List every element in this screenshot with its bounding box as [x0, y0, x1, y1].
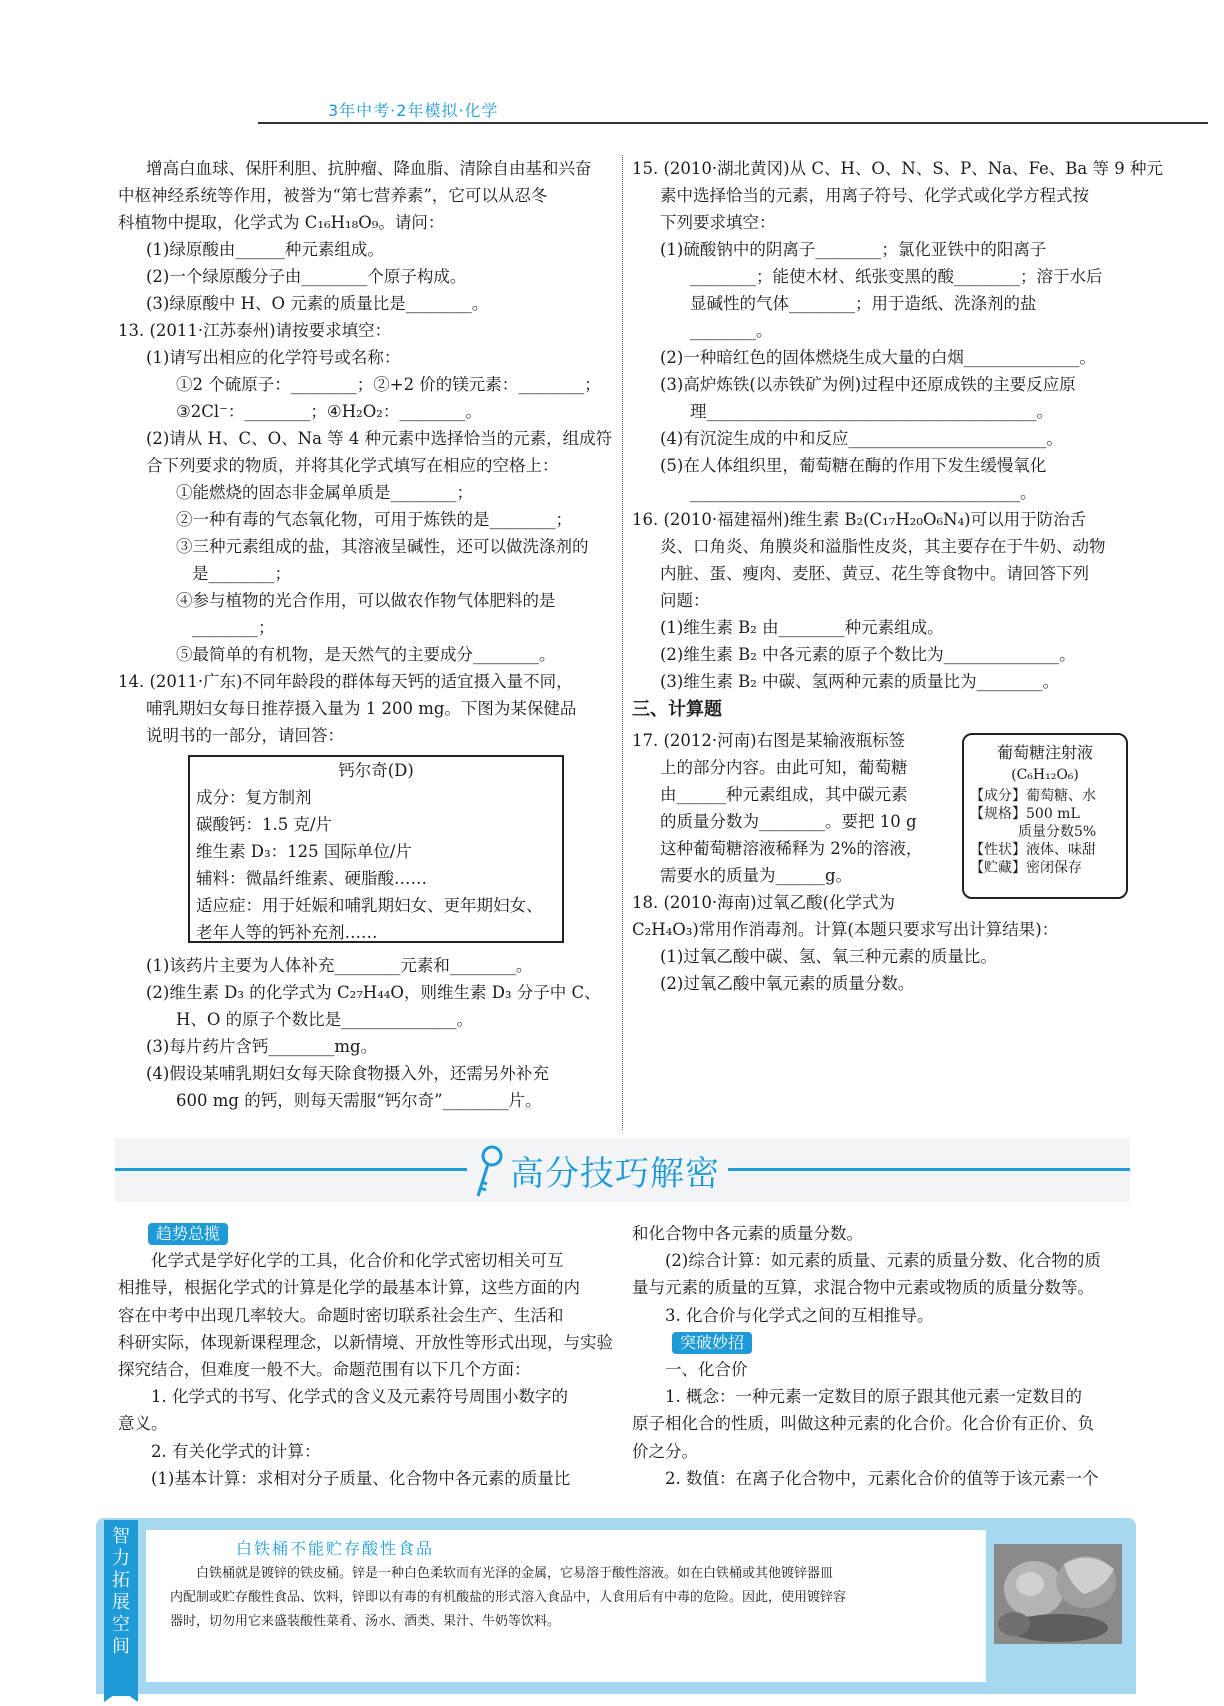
text-line: 量与元素的质量的互算，求混合物中元素或物质的质量分数等。	[632, 1278, 1094, 1298]
question-item: (3)每片药片含钙________mg。	[146, 1037, 378, 1056]
question-item: ③2Cl⁻：________；④H₂O₂：________。	[176, 402, 482, 421]
question-item: (1)过氧乙酸中碳、氢、氧三种元素的质量比。	[660, 947, 997, 966]
text-line: 下列要求填空：	[660, 213, 776, 232]
footer-line: 内配制或贮存酸性食品、饮料，锌即以有毒的有机酸盐的形式溶入食品中，人食用后有中毒的危险。因此，使用镀锌容	[170, 1590, 847, 1605]
label-line: 【成分】葡萄糖、水	[970, 788, 1096, 804]
tips-left	[118, 1220, 618, 1492]
right-column	[632, 155, 1164, 695]
text-line: 增高白血球、保肝利胆、抗肿瘤、降血脂、清除自由基和兴奋	[146, 159, 592, 178]
left-column-after-box	[118, 952, 618, 1114]
question-17: 17. (2012·河南)右图是某输液瓶标签	[632, 731, 906, 750]
text-line: 化学式是学好化学的工具，化合价和化学式密切相关可互	[151, 1251, 564, 1271]
text-line: 3. 化合价与化学式之间的互相推导。	[665, 1305, 934, 1325]
book-title: 3年中考·2年模拟·化学	[328, 101, 499, 120]
tag-breakthrough: 突破妙招	[672, 1332, 752, 1354]
text-line: 上的部分内容。由此可知，葡萄糖	[660, 758, 908, 777]
text-line: 2. 数值：在离子化合物中，元素化合价的值等于该元素一个	[665, 1468, 1099, 1488]
question-18: 18. (2010·海南)过氧乙酸(化学式为	[632, 893, 896, 912]
header-rule	[258, 122, 1208, 124]
label-line: 成分：复方制剂	[196, 788, 312, 807]
question-item: ________________________________________。	[690, 483, 1037, 502]
footer-line: 器时，切勿用它来盛装酸性菜肴、汤水、酒类、果汁、牛奶等饮料。	[170, 1614, 561, 1629]
text-line: 中枢神经系统等作用，被誉为“第七营养素”，它可以从忍冬	[118, 186, 548, 205]
question-item: ①2 个硫原子：________；②+2 价的镁元素：________；	[176, 375, 601, 394]
text-line: 需要水的质量为______g。	[660, 866, 853, 885]
text-line: 相推导，根据化学式的计算是化学的最基本计算，这些方面的内	[118, 1278, 580, 1298]
band-rule-right	[728, 1168, 1130, 1171]
side-tab-label: 智力拓展空间	[112, 1526, 130, 1657]
page-header	[258, 98, 1208, 124]
text-line: 素中选择恰当的元素，用离子符号、化学式或化学方程式按	[660, 186, 1089, 205]
question-16: 16. (2010·福建福州)维生素 B₂(C₁₇H₂₀O₆N₄)可以用于防治舌	[632, 510, 1087, 529]
label-line: 维生素 D₃：125 国际单位/片	[196, 842, 412, 861]
text-line: 这种葡萄糖溶液稀释为 2%的溶液，	[660, 839, 923, 858]
text-line: 探究结合，但难度一般不大。命题范围有以下几个方面：	[118, 1360, 531, 1380]
left-column	[118, 155, 618, 749]
question-item: ③三种元素组成的盐，其溶液呈碱性，还可以做洗涤剂的	[176, 537, 589, 556]
question-item: 是________；	[192, 564, 291, 583]
text-line: 的质量分数为________。要把 10 g	[660, 812, 917, 831]
tag-trend: 趋势总揽	[148, 1223, 228, 1245]
question-item: (3)高炉炼铁(以赤铁矿为例)过程中还原成铁的主要反应原	[660, 375, 1076, 394]
label-line: 辅料：微晶纤维素、硬脂酸……	[196, 869, 427, 888]
question-item: 理________________________________________。	[690, 402, 1053, 421]
glucose-label-box	[962, 733, 1128, 899]
question-item: ________；	[192, 618, 275, 637]
text-line: 1. 化学式的书写、化学式的含义及元素符号周围小数字的	[151, 1387, 568, 1407]
column-divider	[622, 155, 623, 1130]
footer-line: 白铁桶就是镀锌的铁皮桶。锌是一种白色柔软而有光泽的金属，它易溶于酸性溶液。如在白铁桶或其他镀锌器皿	[196, 1566, 834, 1581]
section-title: 高分技巧解密	[510, 1154, 720, 1194]
tips-right	[632, 1220, 1132, 1492]
text-line: 哺乳期妇女每日推荐摄入量为 1 200 mg。下图为某保健品	[146, 699, 577, 718]
text-line: (1)基本计算：求相对分子质量、化合物中各元素的质量比	[151, 1468, 571, 1488]
label-line: 【性状】液体、味甜	[970, 842, 1096, 858]
glucose-formula: (C₆H₁₂O₆)	[1011, 767, 1079, 783]
question-item: (2)维生素 B₂ 中各元素的原子个数比为______________。	[660, 645, 1076, 664]
question-item: (1)绿原酸由______种元素组成。	[146, 240, 384, 259]
label-line: 质量分数5%	[1018, 824, 1097, 840]
label-line: 适应症：用于妊娠和哺乳期妇女、更年期妇女、	[196, 896, 543, 915]
question-item: (1)硫酸钠中的阴离子________；氯化亚铁中的阳离子	[660, 240, 1047, 259]
footer-body	[170, 1562, 982, 1634]
text-line: (2)综合计算：如元素的质量、元素的质量分数、化合物的质	[665, 1251, 1101, 1271]
text-line: 问题：	[660, 591, 710, 610]
question-item: ①能燃烧的固态非金属单质是________；	[176, 483, 473, 502]
text-line: 内脏、蛋、瘦肉、麦胚、黄豆、花生等食物中。请回答下列	[660, 564, 1089, 583]
text-line: 原子相化合的性质，叫做这种元素的化合价。化合价有正价、负	[632, 1414, 1094, 1434]
text-line: 炎、口角炎、角膜炎和溢脂性皮炎，其主要存在于牛奶、动物	[660, 537, 1106, 556]
question-item: (1)维生素 B₂ 由________种元素组成。	[660, 618, 944, 637]
question-item: (1)该药片主要为人体补充________元素和________。	[146, 956, 533, 975]
question-item: (1)请写出相应的化学符号或名称：	[146, 348, 401, 367]
text-line: 科植物中提取，化学式为 C₁₆H₁₈O₉。请问：	[118, 213, 445, 232]
question-item: (2)一个绿原酸分子由________个原子构成。	[146, 267, 467, 286]
text-line: 意义。	[118, 1414, 168, 1434]
key-icon	[470, 1144, 510, 1200]
question-item: (4)有沉淀生成的中和反应________________________。	[660, 429, 1063, 448]
question-15: 15. (2010·湖北黄冈)从 C、H、O、N、S、P、Na、Fe、Ba 等 9 种元	[632, 159, 1164, 178]
question-item: (3)维生素 B₂ 中碳、氢两种元素的质量比为________。	[660, 672, 1060, 691]
text-line: 科研实际，体现新课程理念，以新情境、开放性等形式出现，与实验	[118, 1332, 613, 1352]
question-item: H、O 的原子个数比是______________。	[176, 1010, 474, 1029]
text-line: 1. 概念：一种元素一定数目的原子跟其他元素一定数目的	[665, 1387, 1082, 1407]
label-title: 钙尔奇(D)	[338, 761, 414, 780]
side-tab-tip	[104, 1690, 138, 1702]
calcium-label-box	[188, 755, 564, 943]
question-item: (4)假设某哺乳期妇女每天除食物摄入外，还需另外补充	[146, 1064, 549, 1083]
label-line: 老年人等的钙补充剂……	[196, 923, 378, 942]
band-rule-left	[115, 1168, 467, 1171]
question-item: ________；能使木材、纸张变黑的酸________；溶于水后	[690, 267, 1103, 286]
question-item: 显碱性的气体________；用于造纸、洗涤剂的盐	[690, 294, 1037, 313]
text-line: 2. 有关化学式的计算：	[151, 1441, 321, 1461]
footer-title: 白铁桶不能贮存酸性食品	[236, 1539, 435, 1558]
text-line: 容在中考中出现几率较大。命题时密切联系社会生产、生活和	[118, 1305, 564, 1325]
text-line: 一、化合价	[665, 1360, 748, 1380]
question-item: (2)维生素 D₃ 的化学式为 C₂₇H₄₄O，则维生素 D₃ 分子中 C、	[146, 983, 601, 1002]
food-photo	[994, 1544, 1122, 1644]
text-line: 价之分。	[632, 1441, 698, 1461]
question-item: ②一种有毒的气态氧化物，可用于炼铁的是________；	[176, 510, 572, 529]
question-14: 14. (2011·广东)不同年龄段的群体每天钙的适宜摄入量不同，	[118, 672, 573, 691]
question-item: (2)一种暗红色的固体燃烧生成大量的白烟______________。	[660, 348, 1096, 367]
question-item: 合下列要求的物质，并将其化学式填写在相应的空格上：	[146, 456, 559, 475]
question-13: 13. (2011·江苏泰州)请按要求填空：	[118, 321, 392, 340]
label-line: 碳酸钙：1.5 克/片	[196, 815, 333, 834]
question-item: (2)过氧乙酸中氧元素的质量分数。	[660, 974, 915, 993]
glucose-title: 葡萄糖注射液	[996, 743, 1093, 762]
text-line: 和化合物中各元素的质量分数。	[632, 1224, 863, 1243]
label-line: 【规格】500 mL	[970, 806, 1080, 822]
label-line: 【贮藏】密闭保存	[970, 860, 1082, 876]
question-item: 600 mg 的钙，则每天需服“钙尔奇”________片。	[176, 1091, 542, 1110]
footer-side-tab	[104, 1520, 138, 1706]
text-line: C₂H₄O₃)常用作消毒剂。计算(本题只要求写出计算结果)：	[632, 920, 1059, 939]
question-item: (5)在人体组织里，葡萄糖在酶的作用下发生缓慢氧化	[660, 456, 1047, 475]
question-item: ⑤最简单的有机物，是天然气的主要成分________。	[176, 645, 556, 664]
text-line: 由______种元素组成，其中碳元素	[660, 785, 908, 804]
text-line: 说明书的一部分，请回答：	[146, 726, 344, 745]
question-item: (3)绿原酸中 H、O 元素的质量比是________。	[146, 294, 489, 313]
question-item: ________。	[690, 321, 773, 340]
question-item: ④参与植物的光合作用，可以做农作物气体肥料的是	[176, 591, 556, 610]
question-item: (2)请从 H、C、O、Na 等 4 种元素中选择恰当的元素，组成符	[146, 429, 613, 448]
section-heading-calculation: 三、计算题	[632, 699, 722, 720]
